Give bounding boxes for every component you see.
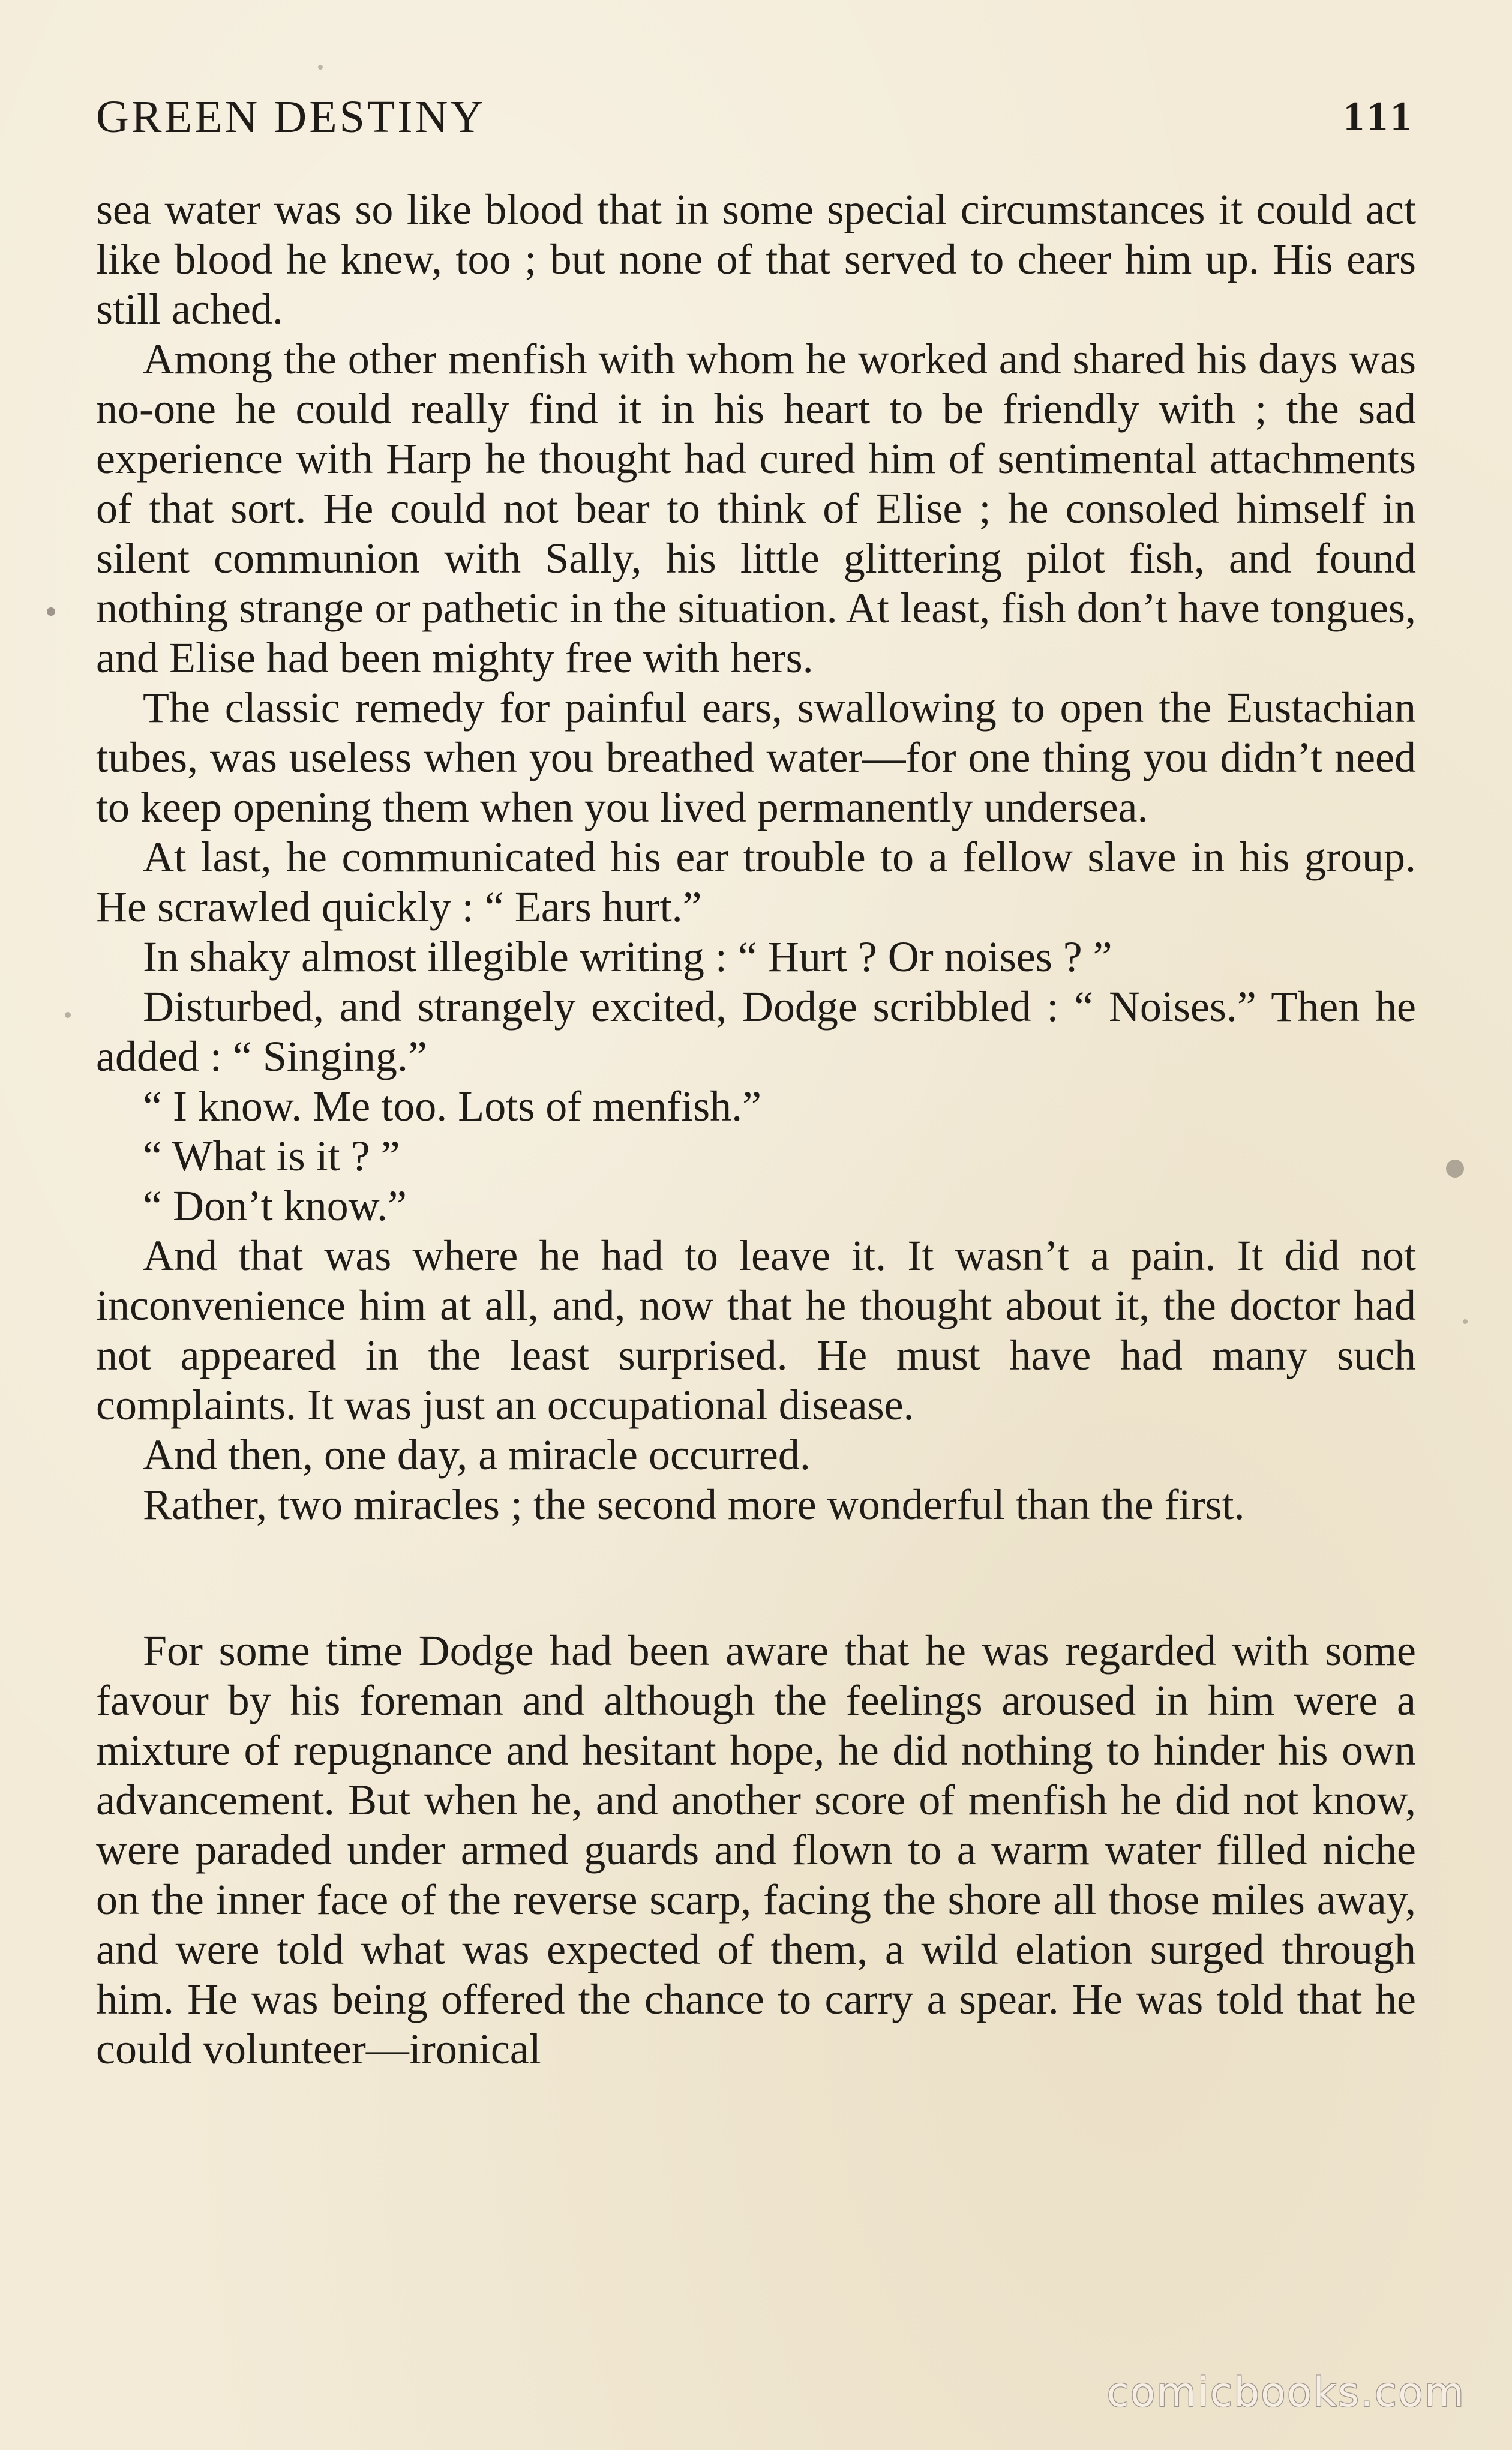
running-title: GREEN DESTINY: [96, 91, 486, 142]
page-number: 111: [1343, 94, 1416, 140]
dialogue-line: “ I know. Me too. Lots of menfish.”: [143, 1082, 762, 1130]
paragraph: Among the other menfish with whom he worked and shared his days was no-one he could really find it in his heart to be friendly with ; the sad experience with Harp he thought had cured him of sentimental attachments of that sort. He could not bear to think of Elise ; he consoled himself in silent communion with Sally, his little glittering pilot fish, and found nothing strange or pathetic in the situation. At least, fish don’t have tongues, and Elise had been mighty free with hers.: [96, 335, 1416, 682]
paragraph: And then, one day, a miracle occurred.: [143, 1431, 811, 1479]
paragraph: sea water was so like blood that in some special circumstances it could act like blood he knew, too ; but none of that served to cheer him up. His ears still ached.: [96, 185, 1416, 333]
paper-speck: [1463, 1319, 1468, 1324]
dialogue-line: Disturbed, and strangely excited, Dodge scribbled : “ Noises.” Then he added : “ Singing.”: [96, 983, 1416, 1080]
dialogue-line: In shaky almost illegible writing : “ Hurt ? Or noises ? ”: [143, 933, 1112, 981]
paper-speck: [65, 1012, 71, 1018]
paragraph: At last, he communicated his ear trouble to a fellow slave in his group. He scrawled quickly : “ Ears hurt.”: [96, 833, 1416, 931]
paragraph: For some time Dodge had been aware that he was regarded with some favour by his foreman and although the feelings aroused in him were a mixture of repugnance and hesitant hope, he did nothing to hinder his own advancement. But when he, and another score of menfish he did not know, were paraded under armed guards and flown to a warm water filled niche on the inner face of the reverse scarp, facing the shore all those miles away, and were told what was expected of them, a wild elation surged through him. He was being offered the chance to carry a spear. He was told that he could volunteer—ironical: [96, 1627, 1416, 2073]
paragraph: Rather, two miracles ; the second more wonderful than the first.: [143, 1481, 1245, 1529]
watermark: comicbooks.com: [1106, 2369, 1465, 2416]
body-text: [96, 185, 1416, 2074]
running-header: [96, 90, 1416, 144]
paper-speck: [47, 607, 55, 616]
dialogue-line: “ Don’t know.”: [143, 1182, 407, 1230]
paragraph: And that was where he had to leave it. It wasn’t a pain. It did not inconvenience him at all, and, now that he thought about it, the doctor had not appeared in the least surprised. He must have had many such complaints. It was just an occupational disease.: [96, 1232, 1416, 1429]
paragraph: The classic remedy for painful ears, swallowing to open the Eustachian tubes, was useless when you breathed water—for one thing you didn’t need to keep opening them when you lived permanently undersea.: [96, 684, 1416, 831]
section-break: [96, 1530, 1416, 1626]
paper-speck: [1446, 1160, 1464, 1178]
paper-speck: [318, 65, 323, 70]
dialogue-line: “ What is it ? ”: [143, 1132, 400, 1180]
